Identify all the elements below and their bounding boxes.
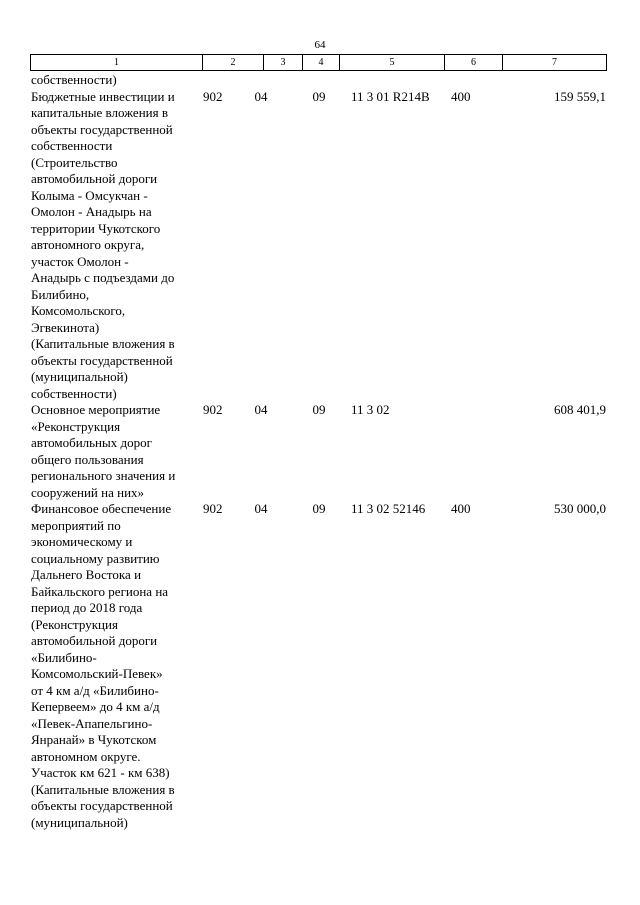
- row-target-code: 11 3 01 R214В: [351, 88, 430, 104]
- row-expense-type: 400: [451, 501, 471, 516]
- row-expense-type: [445, 402, 505, 501]
- description-line: (муниципальной): [31, 814, 128, 830]
- row-code: [203, 72, 241, 89]
- description-line: Участок км 621 - км 638): [31, 765, 170, 780]
- table-row: [31, 402, 606, 501]
- description-line: (Капитальные вложения в: [31, 336, 175, 351]
- row-subsection: [303, 72, 343, 89]
- row-expense-type: 400: [451, 88, 471, 104]
- row-section: [241, 72, 303, 89]
- row-code: 902: [203, 501, 223, 516]
- row-target-code: 11 3 02: [351, 402, 390, 417]
- header-col-1: 1: [31, 55, 203, 71]
- description-line: Основное мероприятие: [31, 402, 161, 417]
- description-line: автомобильной дороги: [31, 171, 158, 186]
- description-line: Янранай» в Чукотском: [31, 732, 157, 747]
- description-line: сооружений на них»: [31, 484, 145, 500]
- description-line: Омолон - Анадырь на: [31, 204, 152, 219]
- row-description: [31, 72, 203, 89]
- description-line: «Певек-Апапельгино-: [31, 715, 153, 731]
- header-col-6: 6: [445, 55, 503, 71]
- description-line: Комсомольский-Певек»: [31, 666, 163, 681]
- row-expense-type: [445, 72, 505, 89]
- description-line: автономного округа,: [31, 237, 145, 252]
- description-line: Билибино,: [31, 286, 90, 302]
- description-line: Байкальского региона на: [31, 583, 169, 599]
- description-line: (муниципальной): [31, 369, 128, 384]
- description-line: Бюджетные инвестиции и: [31, 88, 175, 104]
- description-line: Колыма - Омсукчан -: [31, 187, 148, 203]
- description-line: Финансовое обеспечение: [31, 501, 172, 516]
- description-line: объекты государственной: [31, 352, 173, 368]
- row-subsection: 09: [312, 88, 326, 104]
- description-line: участок Омолон -: [31, 253, 129, 269]
- row-amount: [505, 72, 606, 89]
- description-line: Кепервеем» до 4 км а/д: [31, 699, 160, 714]
- description-line: автономном округе.: [31, 748, 141, 764]
- description-line: автомобильных дорог: [31, 435, 152, 450]
- description-line: Эгвекинота): [31, 319, 100, 335]
- description-line: автомобильной дороги: [31, 633, 158, 648]
- description-line: «Реконструкция: [31, 418, 121, 434]
- description-line: Анадырь с подъездами до: [31, 270, 175, 285]
- table-row: [31, 89, 606, 403]
- row-amount: 530 000,0: [554, 501, 606, 516]
- row-description: [31, 402, 203, 501]
- row-code: 902: [203, 402, 223, 417]
- description-line: (Капитальные вложения в: [31, 781, 175, 797]
- row-description: [31, 89, 203, 403]
- description-line: социальному развитию: [31, 550, 160, 566]
- header-col-7: 7: [503, 55, 607, 71]
- row-code: 902: [203, 88, 223, 104]
- description-line: Дальнего Востока и: [31, 567, 142, 582]
- row-target-code: [343, 72, 445, 89]
- description-line: Комсомольского,: [31, 303, 126, 318]
- header-col-3: 3: [264, 55, 303, 71]
- description-line: «Билибино-: [31, 649, 97, 665]
- row-target-code: 11 3 02 52146: [351, 501, 426, 516]
- header-col-4: 4: [303, 55, 340, 71]
- table-row: [31, 72, 606, 89]
- table-row: [31, 501, 606, 831]
- row-description: [31, 501, 203, 831]
- header-col-5: 5: [340, 55, 445, 71]
- row-subsection: 09: [312, 402, 326, 417]
- description-line: (Реконструкция: [31, 616, 118, 632]
- row-amount: 159 559,1: [554, 88, 606, 104]
- row-section: 04: [254, 501, 268, 516]
- description-line: общего пользования: [31, 451, 144, 467]
- description-line: объекты государственной: [31, 121, 173, 137]
- row-section: 04: [254, 88, 268, 104]
- description-line: (Строительство: [31, 154, 118, 170]
- description-line: территории Чукотского: [31, 220, 161, 236]
- budget-table-body: [31, 72, 606, 831]
- description-line: объекты государственной: [31, 798, 173, 813]
- description-line: собственности: [31, 138, 113, 153]
- description-line: экономическому и: [31, 534, 133, 549]
- page-number: 64: [314, 39, 326, 51]
- column-header-table: [30, 54, 607, 71]
- row-amount: 608 401,9: [554, 402, 606, 417]
- row-subsection: 09: [312, 501, 326, 516]
- description-line: регионального значения и: [31, 468, 176, 483]
- header-col-2: 2: [203, 55, 264, 71]
- row-section: 04: [254, 402, 268, 417]
- description-line: собственности): [31, 72, 117, 87]
- description-line: собственности): [31, 385, 117, 401]
- description-line: капитальные вложения в: [31, 105, 168, 120]
- description-line: период до 2018 года: [31, 600, 143, 615]
- description-line: мероприятий по: [31, 517, 121, 533]
- description-line: от 4 км а/д «Билибино-: [31, 682, 159, 698]
